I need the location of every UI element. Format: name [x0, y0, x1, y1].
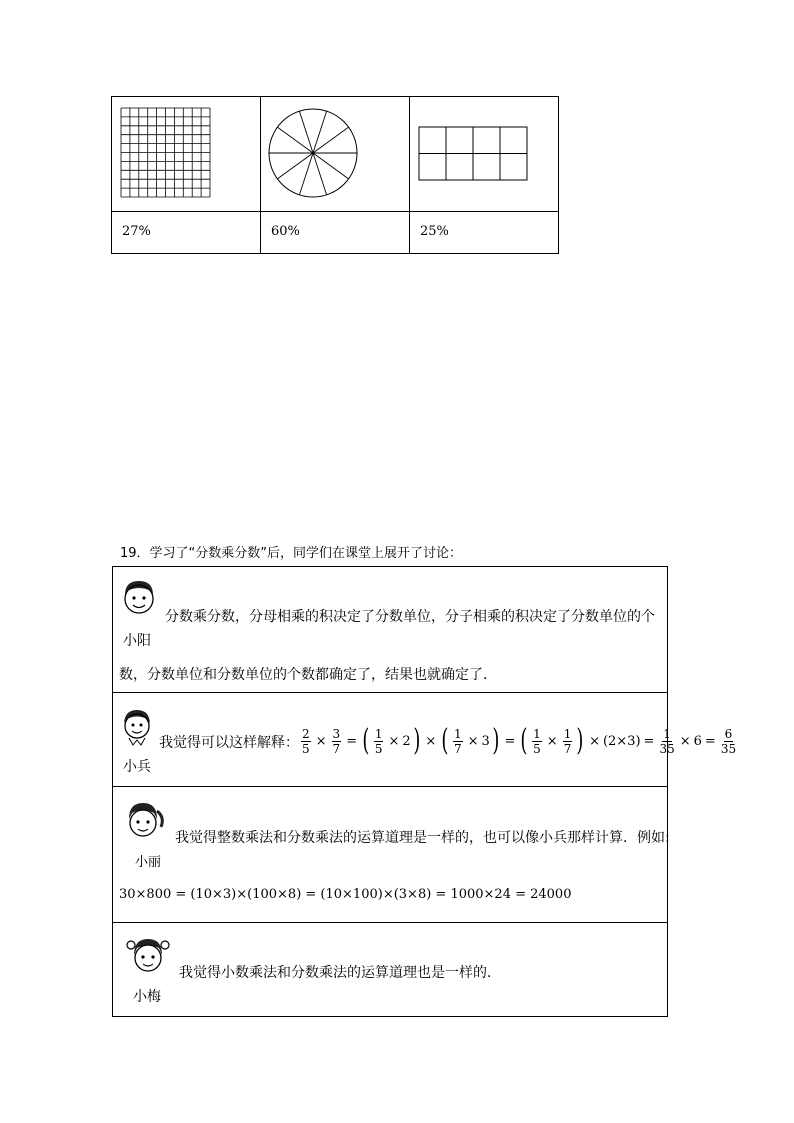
fraction-denominator: 7	[453, 741, 462, 756]
fraction-denominator: 5	[374, 741, 383, 756]
circle-spoke	[313, 127, 349, 153]
percent-cell-1	[112, 212, 261, 254]
multiplier: 2	[402, 733, 411, 749]
circle-spoke	[313, 111, 327, 153]
xiaobing-speech-lead: 我觉得可以这样解释：	[159, 735, 299, 751]
percent-value-2: 60%	[271, 224, 300, 239]
fraction-denominator: 5	[533, 741, 541, 756]
xiaobing-fraction-equation: $\frac{2}{5}$ × $\frac{3}{7}$ = ( $\frac{1}{5}$ × 2 ) × ( $\frac{1}{7}$ × 3 ) = ( $\frac{1}{5}$ × $\frac{1}{7}$ ) × (2×3) = $\frac{1}{35}$ × 6 = $\frac{6}{35}$	[302, 723, 737, 758]
circle-spoke	[277, 127, 313, 153]
grid-cell	[112, 97, 261, 212]
xiaoli-speech-line-1: 我觉得整数乘法和分数乘法的运算道理是一样的，也可以像小兵那样计算．例如:	[175, 830, 670, 846]
question-19-text: 19．学习了“分数乘分数”后，同学们在课堂上展开了讨论：	[120, 546, 463, 561]
discussion-table	[112, 566, 737, 1017]
fraction-numerator: 1	[533, 726, 541, 741]
boy-avatar-icon	[119, 707, 155, 747]
fraction-denominator: 7	[332, 741, 341, 756]
fraction-denominator: 5	[302, 741, 310, 756]
percent-cell-2	[261, 212, 410, 254]
multiplier: 6	[693, 733, 702, 749]
percent-value-1: 27%	[122, 224, 151, 239]
xiaoyang-name: 小阳	[123, 633, 151, 649]
rectangle-cell	[410, 97, 559, 212]
discussion-row-xiaoyang	[113, 567, 667, 693]
circle-spoke	[313, 153, 327, 195]
figure-table	[111, 96, 559, 254]
circle-spoke	[277, 153, 313, 179]
multiplier: 3	[481, 733, 490, 749]
discussion-row-xiaomei	[113, 923, 667, 1016]
percent-value-3: 25%	[420, 224, 449, 239]
fraction-numerator: 1	[453, 726, 462, 741]
circle-ten-parts-figure	[261, 97, 401, 211]
hundred-grid-figure	[112, 97, 254, 211]
paren-product: (2×3)	[602, 733, 641, 749]
xiaoli-name: 小丽	[135, 855, 162, 870]
girl-avatar-icon	[121, 799, 165, 843]
circle-spoke	[299, 111, 313, 153]
boy-avatar-icon	[119, 577, 159, 617]
fraction-numerator: 2	[302, 726, 310, 741]
fraction-numerator: 1	[563, 726, 572, 741]
discussion-row-xiaobing	[113, 693, 737, 787]
fraction-denominator: 7	[563, 741, 572, 756]
fraction-numerator: 1	[663, 726, 671, 741]
circle-spoke	[313, 153, 349, 179]
xiaoyang-speech-line-1: 分数乘分数，分母相乘的积决定了分数单位，分子相乘的积决定了分数单位的个	[165, 609, 655, 625]
fraction-numerator: 1	[374, 726, 383, 741]
circle-cell	[261, 97, 410, 212]
fraction-numerator: 6	[724, 726, 733, 741]
girl-avatar-icon	[123, 933, 173, 977]
fraction-denominator: 35	[659, 741, 675, 756]
fraction-numerator: 3	[332, 726, 341, 741]
rectangle-eight-parts-figure	[410, 97, 572, 211]
percent-cell-3	[410, 212, 559, 254]
discussion-row-xiaoli	[113, 787, 670, 923]
circle-spoke	[299, 153, 313, 195]
fraction-denominator: 35	[720, 741, 737, 756]
xiaobing-name: 小兵	[123, 759, 151, 775]
xiaomei-speech-line-1: 我觉得小数乘法和分数乘法的运算道理也是一样的．	[179, 965, 501, 981]
xiaoli-equation: 30×800 = (10×3)×(100×8) = (10×100)×(3×8) = 1000×24 = 24000	[119, 887, 572, 902]
xiaomei-name: 小梅	[133, 989, 161, 1005]
xiaoyang-speech-line-2: 数，分数单位和分数单位的个数都确定了，结果也就确定了．	[119, 667, 497, 683]
